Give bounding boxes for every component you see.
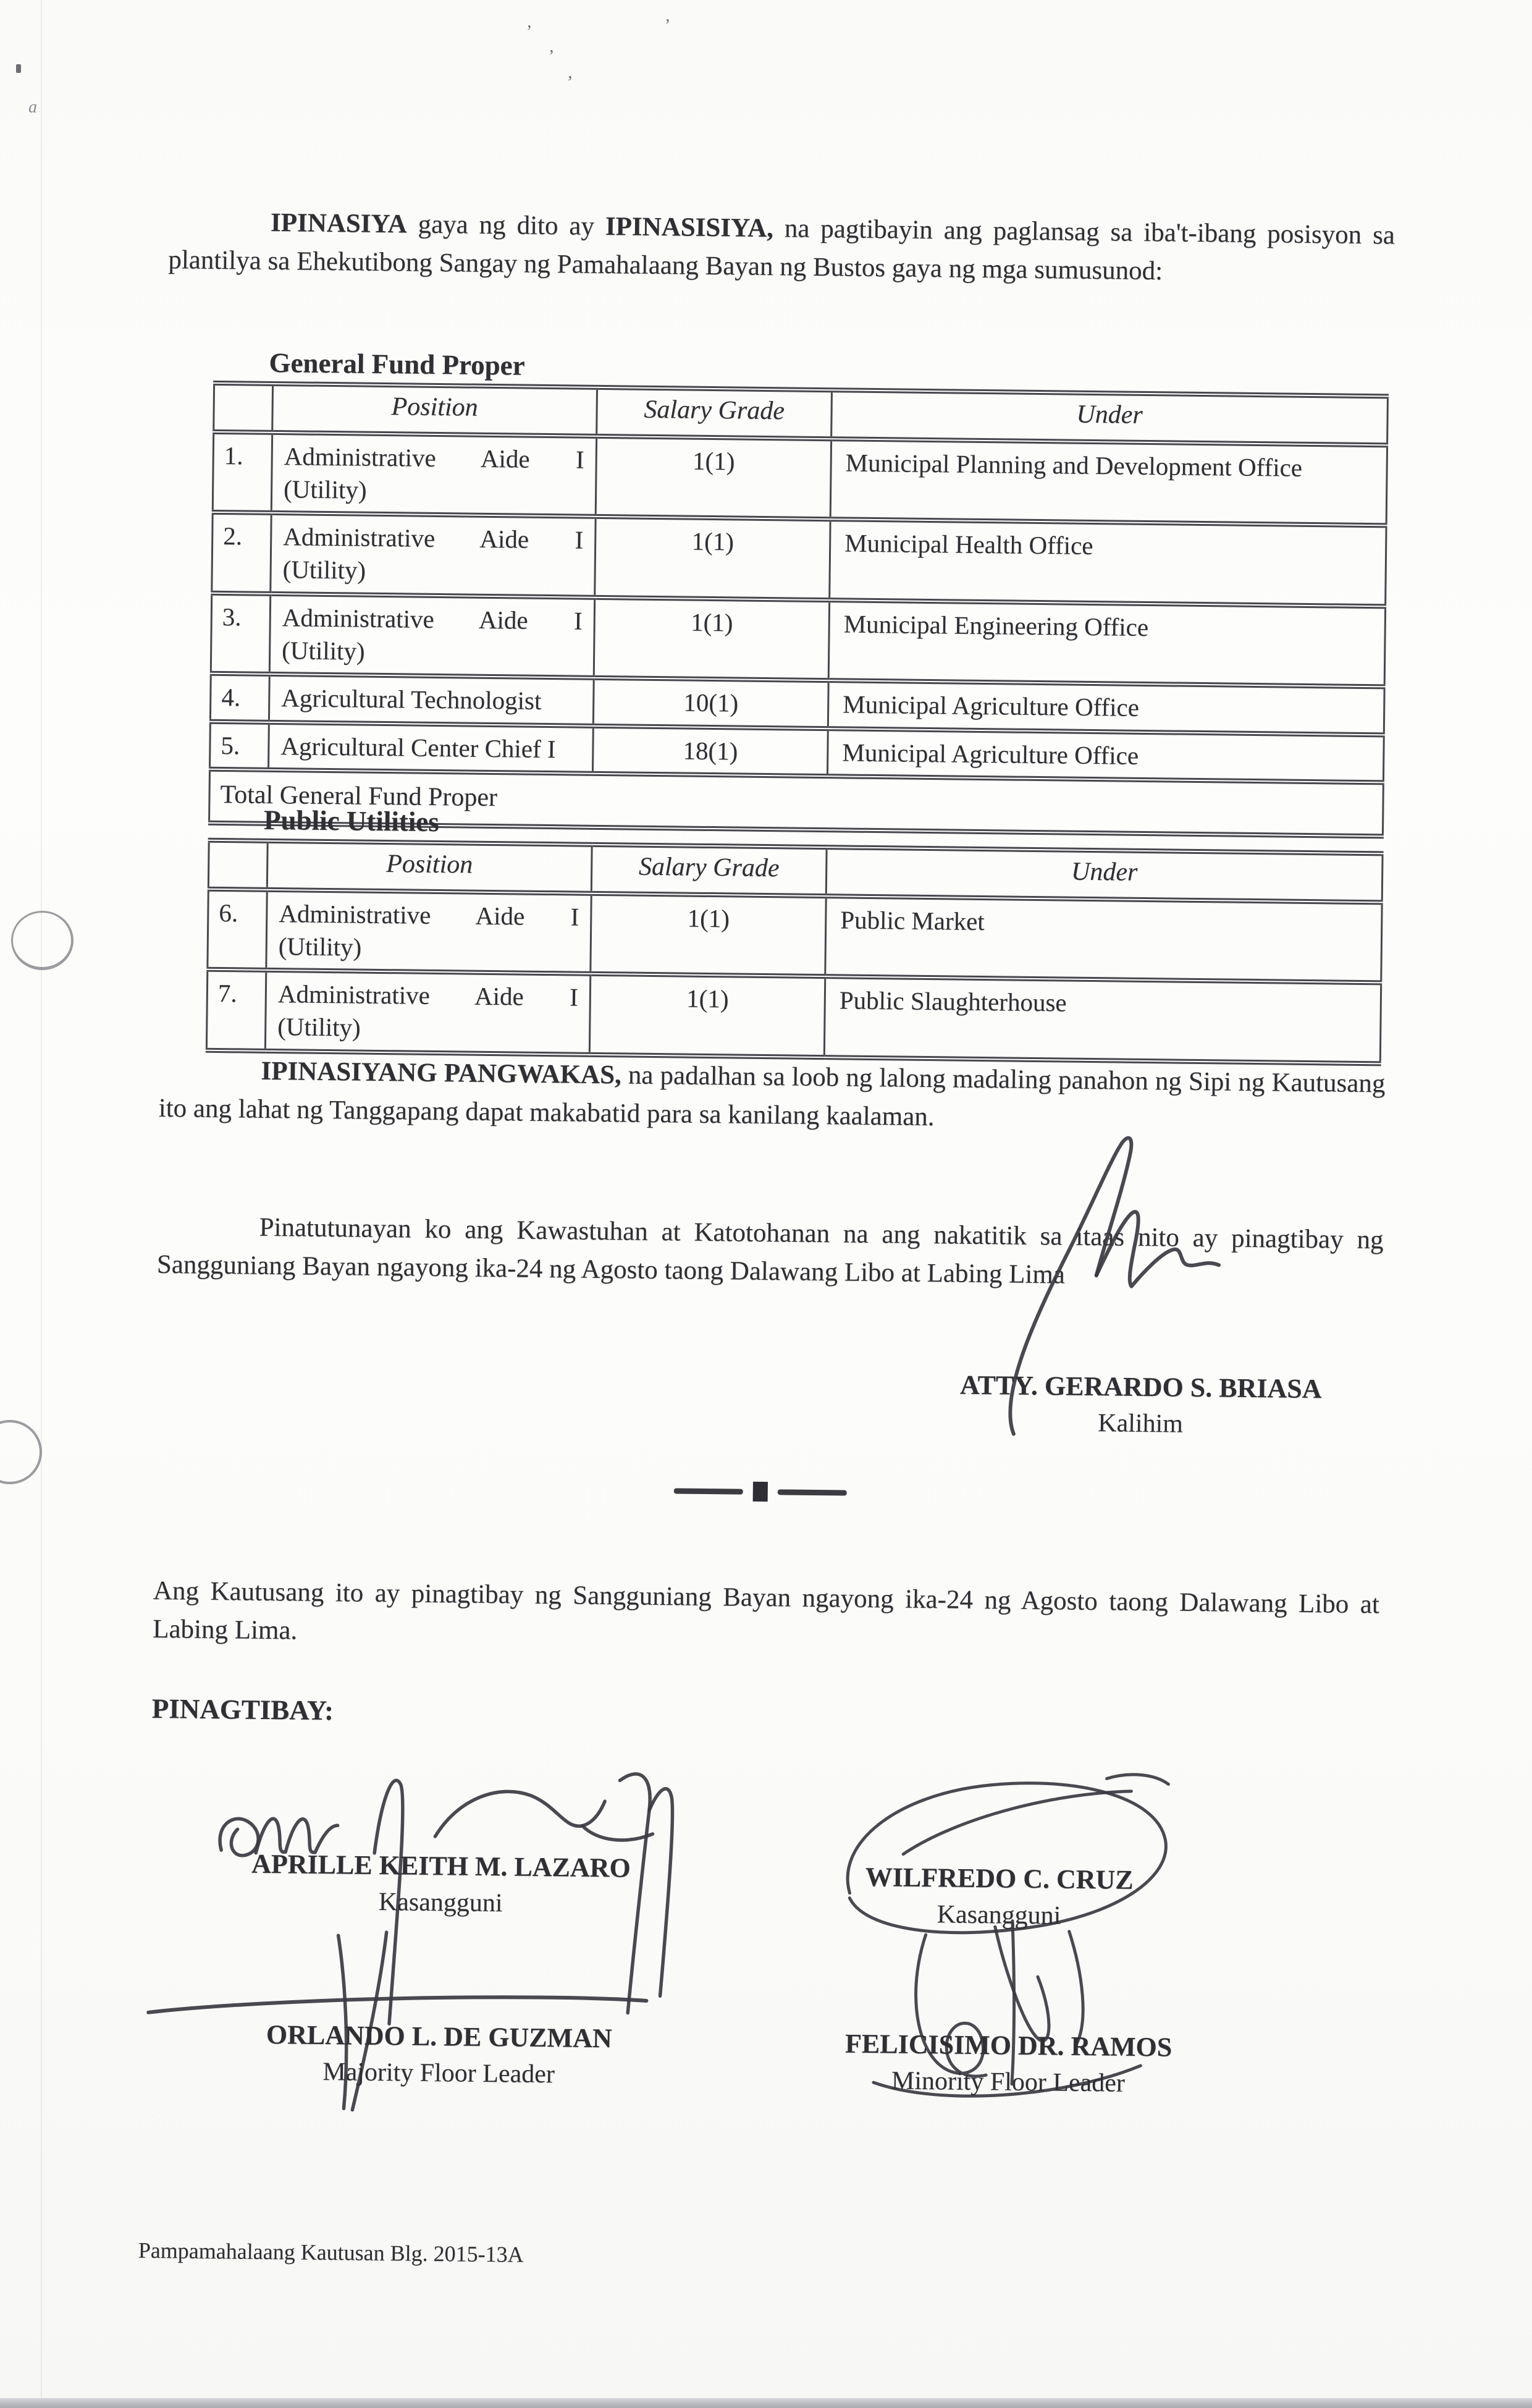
divider-dash (778, 1489, 847, 1495)
cell-num: 6. (208, 889, 267, 970)
section-title-general-fund: General Fund Proper (269, 347, 525, 381)
cell-salary: 1(1) (591, 893, 826, 976)
cell-salary: 1(1) (595, 517, 830, 600)
cell-num: 5. (210, 721, 269, 769)
signer-title-lazaro: Kasangguni (378, 1888, 503, 1918)
secretary-block (893, 1368, 1388, 1441)
section-divider (674, 1481, 847, 1502)
table-row (213, 431, 1387, 525)
cell-salary: 1(1) (596, 436, 831, 519)
header-num (214, 383, 273, 433)
cell-salary: 1(1) (594, 598, 829, 681)
cell-total-general-fund: Total General Fund Proper (209, 769, 1384, 836)
cell-under: Municipal Engineering Office (828, 600, 1385, 687)
signer-block-deguzman (231, 2018, 647, 2090)
paragraph-resolution-bold-2: IPINASISIYA, (605, 212, 774, 243)
signer-block-lazaro (234, 1848, 647, 1920)
signer-name-lazaro: APRILLE KEITH M. LAZARO (251, 1848, 631, 1883)
cell-num: 1. (213, 431, 272, 513)
paragraph-certification: Pinatutunayan ko ang Kawastuhan at Katotohanan na ang nakatitik sa itaas nito ay pinagtibay ng Sangguniang Bayan ngayong ika-24 ng Agosto taong Dalawang Libo at Labing Lima (156, 1212, 1384, 1290)
paragraph-resolution-bold-1: IPINASIYA (270, 208, 407, 239)
table-row (212, 512, 1386, 606)
header-salary-grade: Salary Grade (591, 845, 827, 896)
table-row (211, 593, 1385, 687)
scan-bottom-edge (0, 2398, 1532, 2408)
signer-name-ramos: FELICISIMO DR. RAMOS (844, 2028, 1172, 2063)
adopted-label: PINAGTIBAY: (151, 1692, 334, 1726)
public-utilities-table (206, 838, 1384, 1066)
signer-name-cruz: WILFREDO C. CRUZ (865, 1861, 1134, 1895)
paragraph-resolution (168, 203, 1395, 294)
cell-under: Municipal Planning and Development Office (830, 439, 1387, 526)
general-fund-table (208, 381, 1389, 839)
header-salary-grade: Salary Grade (597, 387, 832, 439)
paragraph-final-bold: IPINASIYANG PANGWAKAS, (261, 1056, 622, 1090)
cell-under: Municipal Agriculture Office (827, 729, 1384, 783)
table-row (206, 970, 1381, 1063)
header-position: Position (267, 841, 592, 893)
paragraph-final-resolution (158, 1051, 1385, 1142)
cell-position: Administrative Aide I (Utility) (265, 970, 590, 1055)
cell-under: Public Market (825, 896, 1382, 983)
header-position: Position (272, 384, 597, 436)
signer-title-deguzman: Majority Floor Leader (322, 2058, 555, 2089)
scan-artifact: ’ (567, 73, 573, 92)
scan-artifact: ’ (549, 47, 555, 66)
scan-artifact: ’ (526, 22, 532, 41)
cell-under: Municipal Agriculture Office (828, 681, 1384, 735)
paragraph-resolution-text-1: gaya ng dito ay (406, 209, 606, 242)
cell-num: 2. (212, 512, 271, 594)
cell-num: 3. (211, 593, 270, 675)
section-title-public-utilities: Public Utilities (263, 804, 440, 838)
paragraph-final-text: na padalhan sa loob ng lalong madaling panahon ng Sipi ng Kautusang ito ang lahat ng Tanggapang dapat makabatid para sa kanilang kaalaman. (158, 1060, 1386, 1132)
cell-salary: 18(1) (592, 726, 828, 777)
header-num (208, 840, 267, 890)
cell-under: Public Slaughterhouse (824, 976, 1381, 1063)
cell-salary: 1(1) (589, 974, 825, 1057)
cell-position: Administrative Aide I (Utility) (266, 889, 591, 974)
cell-under: Municipal Health Office (830, 519, 1386, 606)
signer-block-ramos (807, 2027, 1210, 2099)
cell-position: Administrative Aide I (Utility) (269, 594, 594, 678)
cell-position: Administrative Aide I (Utility) (271, 433, 596, 517)
signer-name-deguzman: ORLANDO L. DE GUZMAN (266, 2019, 612, 2054)
cell-position: Administrative Aide I (Utility) (271, 513, 596, 598)
scan-artifact: a (28, 98, 37, 117)
paragraph-adoption: Ang Kautusang ito ay pinagtibay ng Sangguniang Bayan ngayong ika-24 ng Agosto taong Dalawang Libo at Labing Lima. (152, 1576, 1380, 1645)
ordinance-number-footer: Pampamahalaang Kautusan Blg. 2015-13A (138, 2237, 524, 2267)
table-row (208, 889, 1382, 982)
paragraph-resolution-text-2: na pagtibayin ang paglansag sa iba't-ibang posisyon sa plantilya sa Ehekutibong Sangay ng Pamahalaang Bayan ng Bustos gaya ng mga sumusunod: (168, 214, 1395, 286)
scan-artifact: ’ (665, 16, 671, 35)
cell-num: 7. (206, 970, 266, 1051)
secretary-title: Kalihim (1098, 1409, 1184, 1438)
divider-dash (674, 1488, 743, 1494)
header-under: Under (831, 390, 1388, 445)
cell-position: Agricultural Center Chief I (269, 722, 594, 774)
cell-salary: 10(1) (593, 678, 828, 729)
cell-position: Agricultural Technologist (269, 674, 594, 725)
divider-square (753, 1482, 768, 1502)
signer-title-cruz: Kasangguni (936, 1900, 1061, 1930)
signer-title-ramos: Minority Floor Leader (891, 2066, 1126, 2098)
secretary-name: ATTY. GERARDO S. BRIASA (959, 1369, 1322, 1405)
header-under: Under (826, 847, 1383, 902)
cell-num: 4. (210, 674, 269, 722)
